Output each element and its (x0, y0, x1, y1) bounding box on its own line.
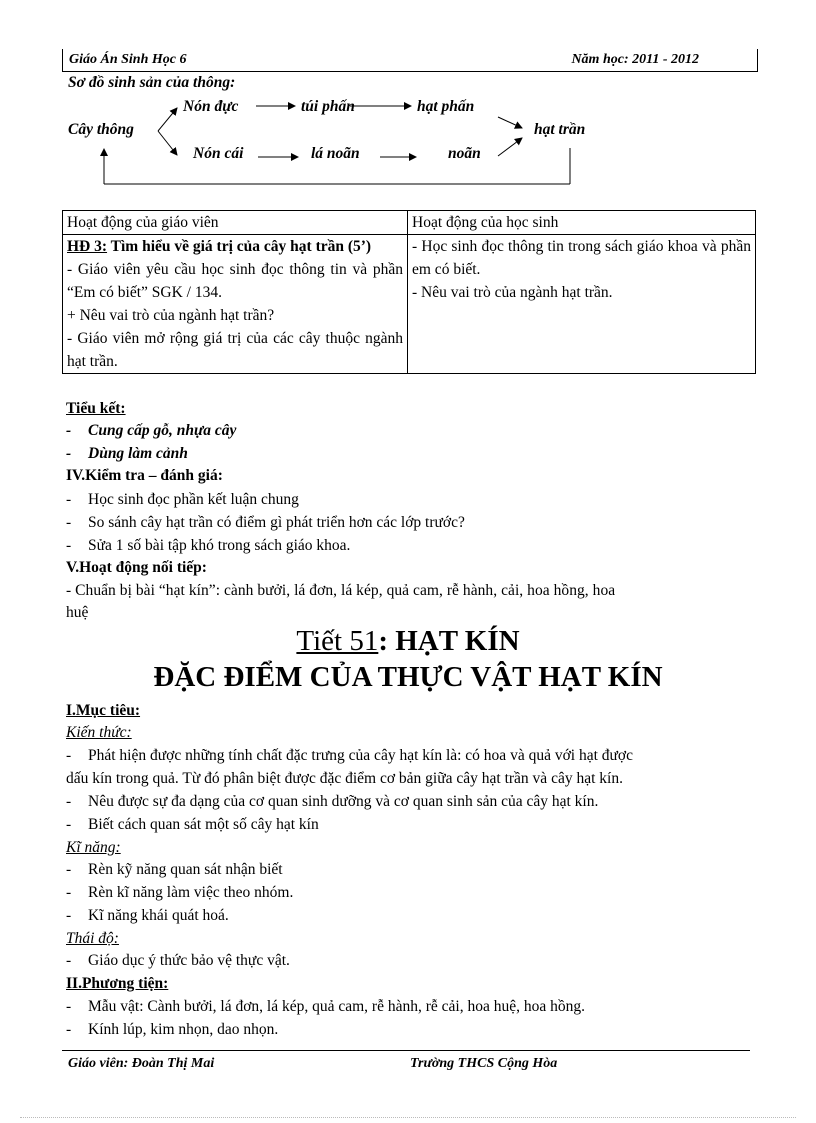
thai-do-item: Giáo dục ý thức bảo vệ thực vật. (88, 952, 290, 969)
table-header-row (63, 211, 756, 235)
teacher-line: + Nêu vai trò của ngành hạt trần? (67, 307, 275, 324)
ki-nang-item: Kĩ năng khái quát hoá. (88, 907, 229, 924)
list-item: - Mẫu vật: Cành bưởi, lá đơn, lá kép, quả cam, rễ hành, rễ cải, hoa huệ, hoa hồng. (66, 998, 585, 1015)
table-header-teacher: Hoạt động của giáo viên (63, 211, 408, 235)
lesson-title (0, 624, 816, 658)
tieu-ket-item: Dùng làm cảnh (88, 445, 188, 462)
ki-nang-item: Rèn kĩ năng làm việc theo nhóm. (88, 884, 294, 901)
reproduction-diagram (0, 0, 816, 200)
header-school-year: Năm học: 2011 - 2012 (571, 52, 699, 67)
kiem-tra-item: So sánh cây hạt trần có điểm gì phát triển hơn các lớp trước? (88, 514, 465, 531)
diagram-node-tui-phan: túi phấn (301, 98, 355, 115)
hd3-label: HĐ 3: (67, 238, 108, 255)
student-activity-cell (408, 235, 756, 374)
kien-thuc-label: Kiến thức: (66, 724, 132, 741)
kiem-tra-heading: IV.Kiểm tra – đánh giá: (66, 467, 223, 484)
diagram-title: Sơ đồ sinh sản của thông: (68, 74, 236, 91)
diagram-node-non-duc: Nón đực (183, 98, 239, 115)
muc-tieu-heading: I.Mục tiêu: (66, 702, 141, 719)
list-item: - Nêu được sự đa dạng của cơ quan sinh dưỡng và cơ quan sinh sản của cây hạt kín. (66, 793, 599, 810)
kiem-tra-item: Học sinh đọc phần kết luận chung (88, 491, 299, 508)
diagram-result: hạt trần (534, 121, 586, 138)
list-item: - Học sinh đọc phần kết luận chung (66, 491, 299, 508)
phuong-tien-item: Mẫu vật: Cành bưởi, lá đơn, lá kép, quả cam, rễ hành, rễ cải, hoa huệ, hoa hồng. (88, 998, 585, 1015)
phuong-tien-heading: II.Phương tiện: (66, 975, 169, 992)
footer-teacher: Giáo viên: Đoàn Thị Mai (68, 1056, 215, 1071)
table-header-student: Hoạt động của học sinh (408, 211, 756, 235)
hd3-heading: Tìm hiểu về giá trị của cây hạt trần (5’) (107, 238, 372, 255)
thai-do-label: Thái độ: (66, 930, 119, 947)
list-item: - Sửa 1 số bài tập khó trong sách giáo khoa. (66, 537, 351, 554)
ki-nang-item: Rèn kỹ năng quan sát nhận biết (88, 861, 283, 878)
tieu-ket-heading: Tiểu kết: (66, 400, 126, 417)
page-bottom-divider (20, 1117, 796, 1118)
list-item: - Biết cách quan sát một số cây hạt kín (66, 816, 319, 833)
list-item: - Dùng làm cảnh (66, 445, 188, 462)
hd3-title (67, 235, 403, 258)
ki-nang-label: Kĩ năng: (66, 839, 121, 856)
table-row (63, 235, 756, 374)
kiem-tra-item: Sửa 1 số bài tập khó trong sách giáo khoa. (88, 537, 351, 554)
kien-thuc-item: Biết cách quan sát một số cây hạt kín (88, 816, 319, 833)
diagram-root: Cây thông (68, 121, 134, 138)
diagram-node-non-cai: Nón cái (193, 145, 244, 162)
footer-school: Trường THCS Cộng Hòa (410, 1056, 558, 1071)
phuong-tien-item: Kính lúp, kim nhọn, dao nhọn. (88, 1021, 279, 1038)
diagram-node-la-noan: lá noãn (311, 145, 360, 162)
teacher-line: - Giáo viên yêu cầu học sinh đọc thông tin và phần “Em có biết” SGK / 134. (67, 261, 403, 301)
activity-table (62, 210, 756, 374)
tieu-ket-item: Cung cấp gỗ, nhựa cây (88, 422, 237, 439)
student-line: - Học sinh đọc thông tin trong sách giáo khoa và phần em có biết. (412, 238, 751, 278)
teacher-line: - Giáo viên mở rộng giá trị của các cây thuộc ngành hạt trần. (67, 330, 403, 370)
noi-tiep-line: huệ (66, 604, 89, 621)
list-item: - Rèn kĩ năng làm việc theo nhóm. (66, 884, 294, 901)
kien-thuc-item: Phát hiện được những tính chất đặc trưng của cây hạt kín là: có hoa và quả với hạt được (88, 747, 633, 764)
noi-tiep-line: - Chuẩn bị bài “hạt kín”: cành bưởi, lá đơn, lá kép, quả cam, rễ hành, cải, hoa hồng, hoa (66, 582, 616, 599)
list-item: - So sánh cây hạt trần có điểm gì phát triển hơn các lớp trước? (66, 514, 465, 531)
student-line: - Nêu vai trò của ngành hạt trần. (412, 284, 613, 301)
page-footer (62, 1050, 750, 1075)
list-item: - Phát hiện được những tính chất đặc trưng của cây hạt kín là: có hoa và quả với hạt được (66, 747, 633, 764)
lesson-name: : HẠT KÍN (378, 625, 520, 657)
header-subject: Giáo Án Sinh Học 6 (69, 52, 187, 67)
lesson-subtitle: ĐẶC ĐIỂM CỦA THỰC VẬT HẠT KÍN (153, 661, 663, 693)
noi-tiep-heading: V.Hoạt động nối tiếp: (66, 559, 207, 576)
diagram-arrows (0, 0, 816, 200)
list-item: - Kính lúp, kim nhọn, dao nhọn. (66, 1021, 279, 1038)
diagram-node-hat-phan: hạt phấn (417, 98, 475, 115)
lesson-number: Tiết 51 (296, 625, 379, 657)
list-item: - Kĩ năng khái quát hoá. (66, 907, 229, 924)
diagram-node-noan: noãn (448, 145, 481, 162)
kien-thuc-item: Nêu được sự đa dạng của cơ quan sinh dưỡng và cơ quan sinh sản của cây hạt kín. (88, 793, 599, 810)
list-item: - Giáo dục ý thức bảo vệ thực vật. (66, 952, 290, 969)
kien-thuc-continuation: dấu kín trong quả. Từ đó phân biệt được đặc điểm cơ bản giữa cây hạt trần và cây hạt kín. (66, 770, 623, 787)
teacher-activity-cell (63, 235, 408, 374)
list-item: - Rèn kỹ năng quan sát nhận biết (66, 861, 283, 878)
list-item: - Cung cấp gỗ, nhựa cây (66, 422, 237, 439)
